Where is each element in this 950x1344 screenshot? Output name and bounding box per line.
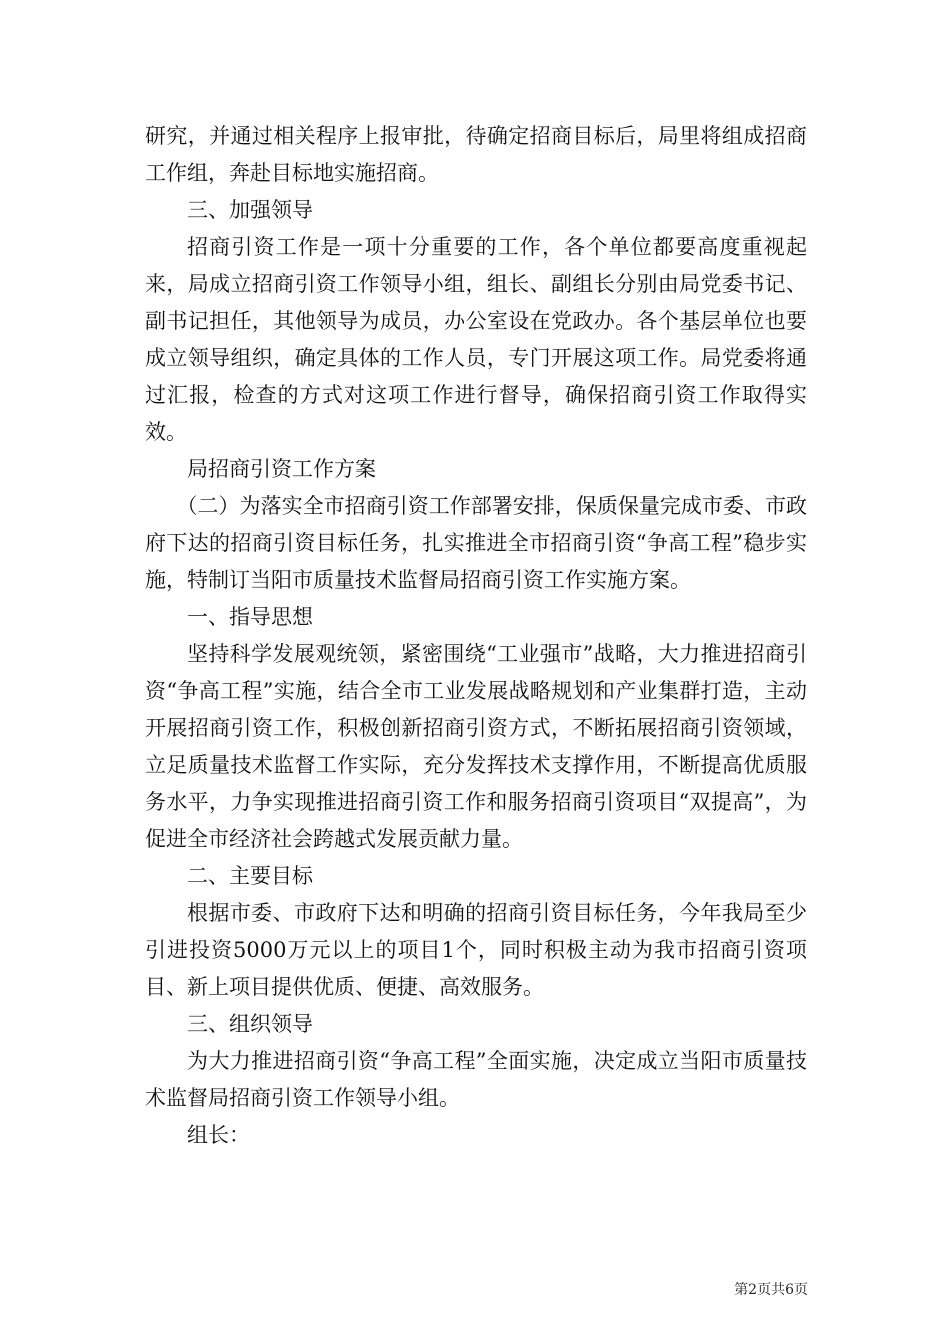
paragraph-guiding-thought: 坚持科学发展观统领，紧密围绕“工业强市”战略，大力推进招商引资“争高工程”实施，结合全市工业发展战略规划和产业集群打造，主动开展招商引资工作，积极创新招商引资方式，不断拓展招商引资领域，立足质量技术监督工作实际，充分发挥技术支撑作用，不断提高优质服务水平，力争实现推进招商引资工作和服务招商引资项目“双提高”，为促进全市经济社会跨越式发展贡献力量。: [145, 642, 807, 851]
page-number: 第2页共6页: [734, 1282, 808, 1298]
paragraph-intro: （二）为落实全市招商引资工作部署安排，保质保量完成市委、市政府下达的招商引资目标任务，扎实推进全市招商引资“争高工程”稳步实施，特制订当阳市质量技术监督局招商引资工作实施方案。: [145, 494, 807, 592]
document-title: 局招商引资工作方案: [187, 457, 376, 481]
group-leader-label: 组长：: [187, 1123, 250, 1147]
heading-organization: 三、组织领导: [187, 1012, 313, 1036]
paragraph-main-goals: 根据市委、市政府下达和明确的招商引资目标任务，今年我局至少引进投资5000万元以上的项目1个，同时积极主动为我市招商引资项目、新上项目提供优质、便捷、高效服务。: [145, 901, 807, 999]
paragraph-organization: 为大力推进招商引资“争高工程”全面实施，决定成立当阳市质量技术监督局招商引资工作领导小组。: [145, 1049, 807, 1110]
document-body: [145, 118, 807, 1154]
paragraph-leadership-body: 招商引资工作是一项十分重要的工作，各个单位都要高度重视起来，局成立招商引资工作领导小组，组长、副组长分别由局党委书记、副书记担任，其他领导为成员，办公室设在党政办。各个基层单位也要成立领导组织，确定具体的工作人员，专门开展这项工作。局党委将通过汇报，检查的方式对这项工作进行督导，确保招商引资工作取得实效。: [145, 235, 807, 444]
paragraph-continuation: 研究，并通过相关程序上报审批，待确定招商目标后，局里将组成招商工作组，奔赴目标地实施招商。: [145, 124, 807, 185]
heading-guiding-thought: 一、指导思想: [187, 605, 313, 629]
heading-strengthen-leadership: 三、加强领导: [187, 198, 313, 222]
heading-main-goals: 二、主要目标: [187, 864, 313, 888]
